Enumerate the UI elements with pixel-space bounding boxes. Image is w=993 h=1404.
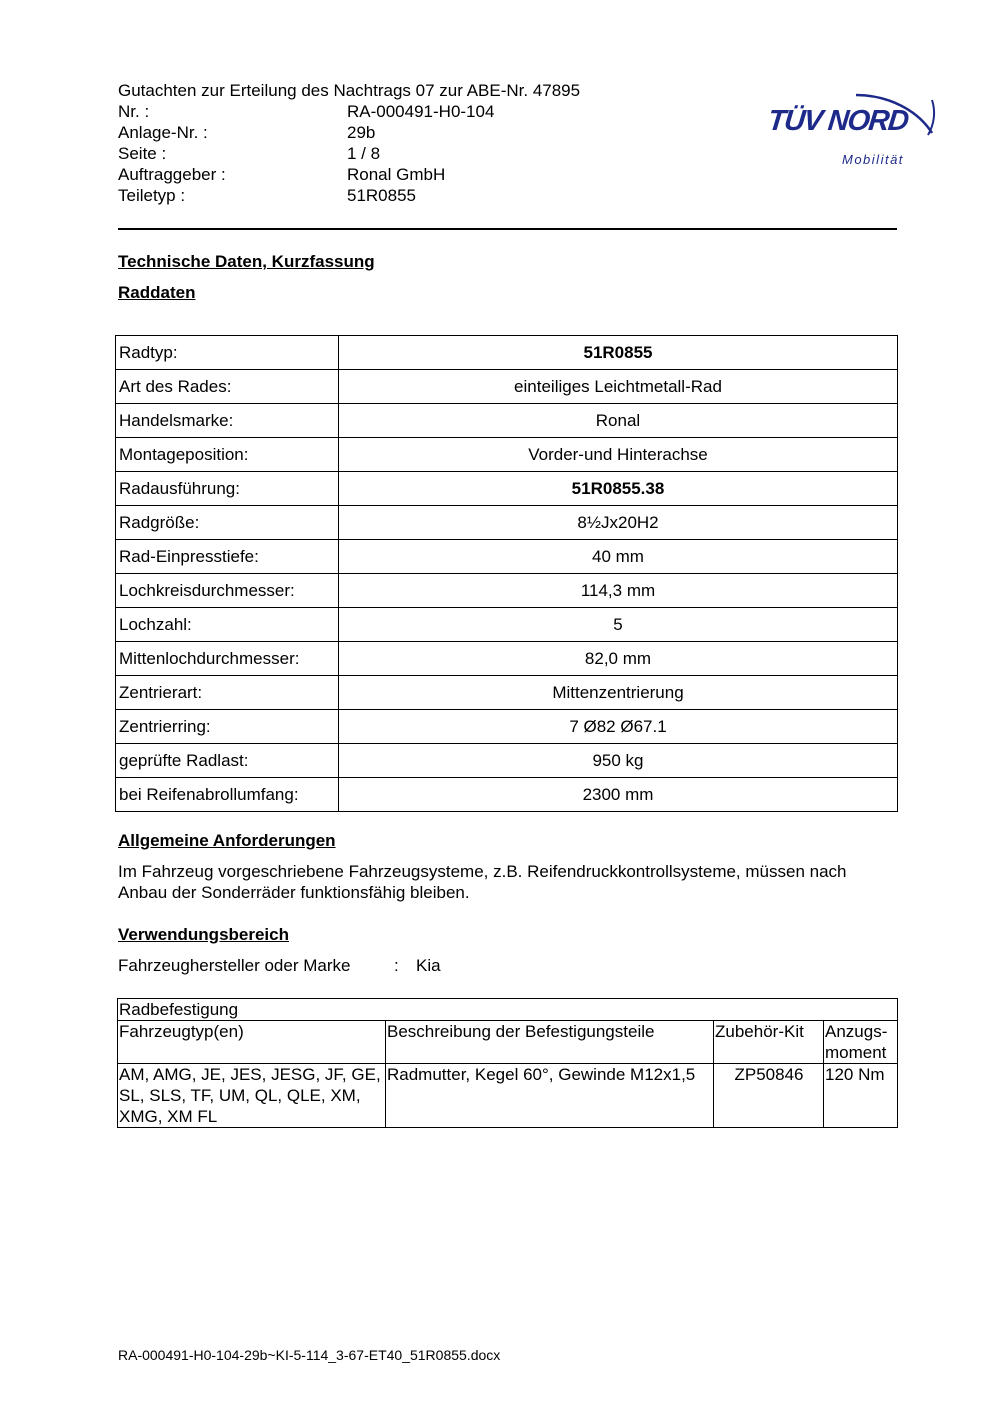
tuv-nord-logo bbox=[760, 55, 950, 175]
row-value: Vorder-und Hinterachse bbox=[339, 438, 898, 472]
row-label: Rad-Einpresstiefe: bbox=[116, 540, 339, 574]
row-value: 114,3 mm bbox=[339, 574, 898, 608]
row-value: 51R0855.38 bbox=[339, 472, 898, 506]
field-label: Anlage-Nr. : bbox=[118, 123, 208, 142]
header-field bbox=[118, 143, 580, 164]
column-header: Fahrzeugtyp(en) bbox=[118, 1021, 386, 1064]
table-row bbox=[116, 676, 898, 710]
footer-filename: RA-000491-H0-104-29b~KI-5-114_3-67-ET40_51R0855.docx bbox=[118, 1347, 501, 1363]
table-cell: 120 Nm bbox=[824, 1064, 898, 1128]
field-value: 1 / 8 bbox=[347, 144, 381, 163]
table-row bbox=[116, 642, 898, 676]
row-label: Lochkreisdurchmesser: bbox=[116, 574, 339, 608]
table-row bbox=[116, 404, 898, 438]
table-row bbox=[116, 540, 898, 574]
header-divider bbox=[118, 228, 897, 230]
table-row bbox=[116, 336, 898, 370]
usage-row bbox=[118, 956, 441, 976]
row-value: Ronal bbox=[339, 404, 898, 438]
row-label: Zentrierring: bbox=[116, 710, 339, 744]
table-row bbox=[118, 1064, 898, 1128]
row-value: Mittenzentrierung bbox=[339, 676, 898, 710]
heading-raddaten: Raddaten bbox=[118, 283, 196, 302]
row-label: Lochzahl: bbox=[116, 608, 339, 642]
row-label: Montageposition: bbox=[116, 438, 339, 472]
logo-wordmark: TÜV NORD bbox=[766, 105, 910, 137]
header-field bbox=[118, 101, 580, 122]
table-header-row bbox=[118, 1021, 898, 1064]
header-field bbox=[118, 122, 580, 143]
usage-value: Kia bbox=[416, 956, 441, 975]
heading-technische-daten: Technische Daten, Kurzfassung bbox=[118, 252, 375, 271]
row-value: 5 bbox=[339, 608, 898, 642]
table-cell: ZP50846 bbox=[714, 1064, 824, 1128]
row-value: einteiliges Leichtmetall-Rad bbox=[339, 370, 898, 404]
row-label: Art des Rades: bbox=[116, 370, 339, 404]
column-header: Beschreibung der Befestigungsteile bbox=[386, 1021, 714, 1064]
header-field bbox=[118, 164, 580, 185]
row-label: Radausführung: bbox=[116, 472, 339, 506]
table-row bbox=[116, 574, 898, 608]
heading-allgemeine-anforderungen: Allgemeine Anforderungen bbox=[118, 831, 336, 850]
field-value: RA-000491-H0-104 bbox=[347, 102, 495, 121]
table-row bbox=[116, 608, 898, 642]
table-title-row bbox=[118, 999, 898, 1021]
table-row bbox=[116, 438, 898, 472]
raddaten-table bbox=[115, 335, 898, 812]
row-value: 950 kg bbox=[339, 744, 898, 778]
row-label: bei Reifenabrollumfang: bbox=[116, 778, 339, 812]
field-label: Auftraggeber : bbox=[118, 165, 226, 184]
row-value: 2300 mm bbox=[339, 778, 898, 812]
table-cell: Radmutter, Kegel 60°, Gewinde M12x1,5 bbox=[386, 1064, 714, 1128]
table-title: Radbefestigung bbox=[118, 999, 898, 1021]
allgemeine-text: Im Fahrzeug vorgeschriebene Fahrzeugsysteme, z.B. Reifendruckkontrollsysteme, müssen nach Anbau der Sonderräder funktionsfähig bleiben. bbox=[118, 862, 847, 902]
column-header: Anzugs-moment bbox=[824, 1021, 898, 1064]
befestigung-table bbox=[117, 998, 898, 1128]
table-row bbox=[116, 472, 898, 506]
field-value: 51R0855 bbox=[347, 186, 417, 205]
row-label: Zentrierart: bbox=[116, 676, 339, 710]
row-value: 51R0855 bbox=[339, 336, 898, 370]
heading-verwendungsbereich: Verwendungsbereich bbox=[118, 925, 289, 944]
usage-colon: : bbox=[394, 956, 399, 975]
row-value: 7 Ø82 Ø67.1 bbox=[339, 710, 898, 744]
logo-subtitle: Mobilität bbox=[842, 152, 904, 167]
row-label: Radgröße: bbox=[116, 506, 339, 540]
table-row bbox=[116, 710, 898, 744]
row-label: Mittenlochdurchmesser: bbox=[116, 642, 339, 676]
table-row bbox=[116, 506, 898, 540]
row-label: geprüfte Radlast: bbox=[116, 744, 339, 778]
usage-label: Fahrzeughersteller oder Marke bbox=[118, 956, 351, 975]
column-header: Zubehör-Kit bbox=[714, 1021, 824, 1064]
header-field bbox=[118, 185, 580, 206]
report-title: Gutachten zur Erteilung des Nachtrags 07 zur ABE-Nr. 47895 bbox=[118, 81, 581, 100]
field-label: Teiletyp : bbox=[118, 186, 186, 205]
field-value: 29b bbox=[347, 123, 376, 142]
row-value: 82,0 mm bbox=[339, 642, 898, 676]
table-row bbox=[116, 370, 898, 404]
row-value: 40 mm bbox=[339, 540, 898, 574]
row-value: 8½Jx20H2 bbox=[339, 506, 898, 540]
report-header bbox=[118, 80, 580, 206]
table-row bbox=[116, 744, 898, 778]
table-row bbox=[116, 778, 898, 812]
row-label: Handelsmarke: bbox=[116, 404, 339, 438]
row-label: Radtyp: bbox=[116, 336, 339, 370]
field-value: Ronal GmbH bbox=[347, 165, 446, 184]
field-label: Nr. : bbox=[118, 102, 150, 121]
table-cell: AM, AMG, JE, JES, JESG, JF, GE, SL, SLS, TF, UM, QL, QLE, XM, XMG, XM FL bbox=[118, 1064, 386, 1128]
field-label: Seite : bbox=[118, 144, 167, 163]
